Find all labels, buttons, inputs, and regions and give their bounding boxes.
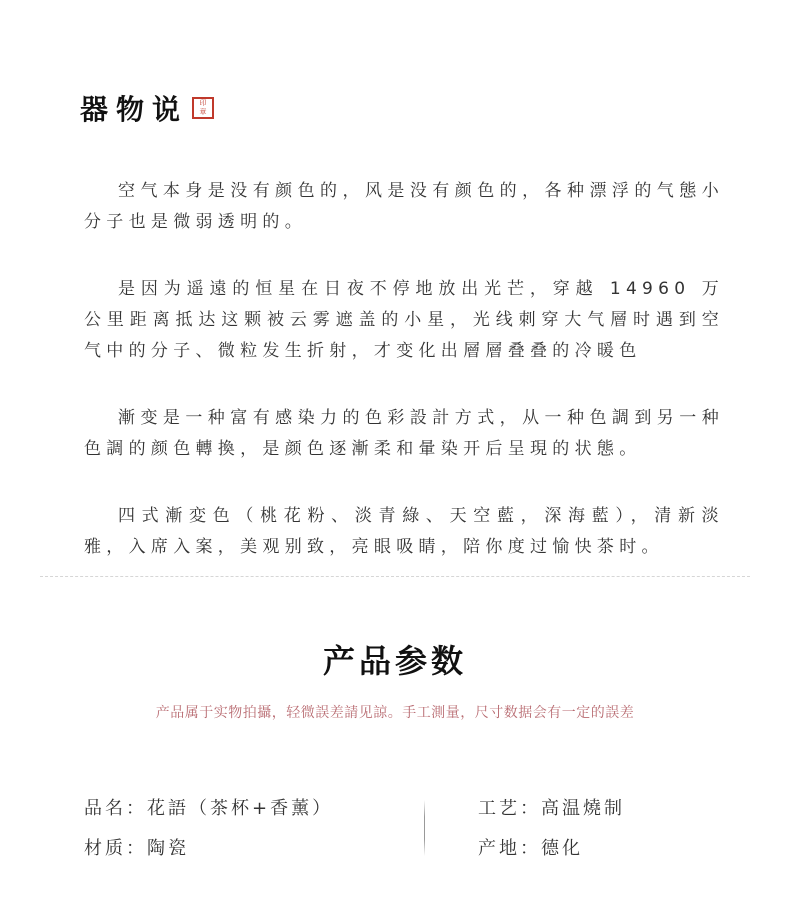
story-paragraph-1: 空气本身是没有颜色的，风是没有颜色的，各种漂浮的气態小分子也是微弱透明的。	[84, 181, 724, 232]
section-divider	[40, 576, 750, 577]
spec-material-value: 陶瓷	[147, 838, 189, 859]
red-seal-stamp-icon: 印 章	[192, 97, 214, 119]
spec-name	[84, 794, 333, 820]
spec-name-label: 品名：	[84, 798, 147, 819]
params-title: 产品参数	[322, 642, 467, 680]
spec-column-divider	[424, 800, 425, 856]
story-title: 器物说	[80, 93, 189, 126]
spec-origin-value: 德化	[541, 838, 583, 859]
spec-craft-value: 高温燒制	[541, 798, 625, 819]
story-title-row	[80, 88, 214, 128]
spec-origin	[478, 834, 583, 860]
spec-material	[84, 834, 189, 860]
spec-name-value: 花語（茶杯+香薰）	[147, 798, 334, 819]
story-paragraph-2: 是因为遥遠的恒星在日夜不停地放出光芒，穿越 14960 万公里距离抵达这颗被云雾遮盖的小星，光线刺穿大气層时遇到空气中的分子、微粒发生折射，才变化出層層叠叠的冷暖色	[84, 279, 724, 361]
story-body	[84, 176, 724, 599]
spec-craft	[478, 794, 625, 820]
spec-craft-label: 工艺：	[478, 798, 541, 819]
story-paragraph-3: 漸变是一种富有感染力的色彩設計方式，从一种色調到另一种色調的颜色轉換，是颜色逐漸柔和暈染开后呈現的状態。	[84, 408, 724, 459]
story-paragraph-4: 四式漸変色（桃花粉、淡青綠、天空藍，深海藍），清新淡雅，入席入案，美观别致，亮眼吸睛，陪你度过愉快茶时。	[84, 506, 724, 557]
spec-material-label: 材质：	[84, 838, 147, 859]
spec-origin-label: 产地：	[478, 838, 541, 859]
params-note: 产品属于实物拍攝，轻微誤差請见諒。手工測量，尺寸数据会有一定的誤差	[155, 705, 635, 721]
